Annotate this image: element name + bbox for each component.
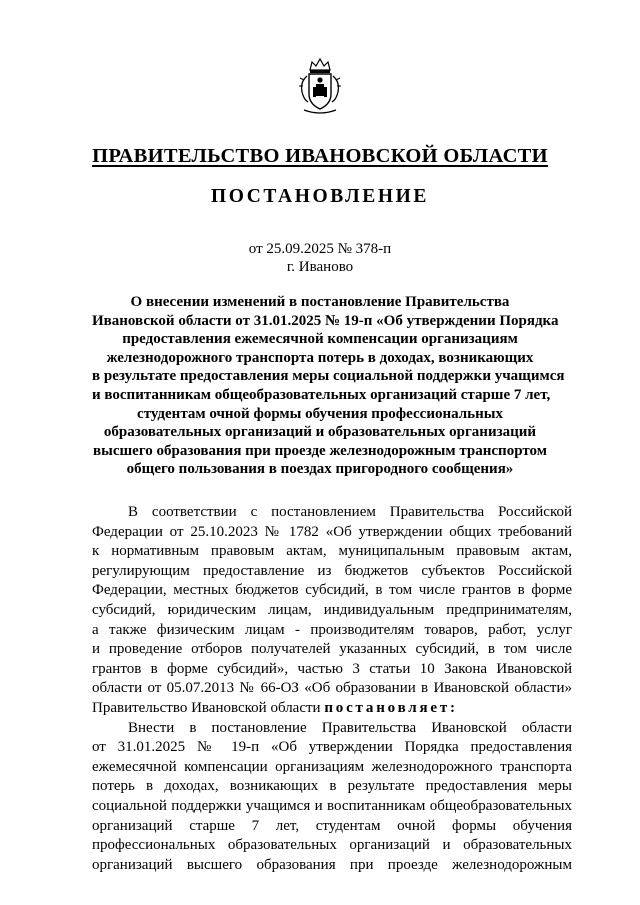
title-line: студентам очной формы обучения профессиональных — [137, 405, 503, 422]
body-line: Федерации, местных бюджетов субсидий, в том числе грантов в форме — [92, 582, 572, 599]
body-line: регулирующим предоставление из бюджетов субъектов Российской — [92, 562, 572, 579]
document-city: г. Иваново — [286, 259, 354, 275]
body-line: и проведение отборов получателей указанных субсидий, в том числе — [92, 641, 572, 658]
title-line: высшего образования при проезде железнодорожным транспортом — [93, 442, 547, 459]
title-line: и воспитанникам общеобразовательных организаций старше 7 лет, — [92, 386, 551, 403]
body-line: В соответствии с постановлением Правительства Российской — [128, 504, 572, 520]
document-type: ПОСТАНОВЛЕНИЕ — [210, 186, 430, 207]
body-line: от 31.01.2025 № 19-п «Об утверждении Порядка предоставления — [92, 739, 572, 756]
title-line: образовательных организаций и образовательных организаций — [103, 424, 537, 441]
title-line: железнодорожного транспорта потерь в доходах, возникающих — [106, 349, 534, 366]
document-title — [92, 293, 565, 479]
body-line-resolution — [92, 699, 572, 719]
body-line: к нормативным правовым актам, муниципальным правовым актам, — [92, 543, 572, 560]
resolves-colon: : — [450, 699, 456, 716]
body-line: Федерации от 25.10.2023 № 1782 «Об утверждении общих требований — [92, 523, 572, 540]
ivanovo-coat-of-arms-icon — [296, 56, 344, 116]
title-line: общего пользования в поездах пригородного сообщения» — [126, 461, 514, 478]
body-line: организаций старше 7 лет, студентам очной формы обучения — [92, 817, 572, 834]
body-line: организаций высшего образования при проезде железнодорожным — [92, 856, 572, 873]
body-line: грантов в форме субсидий», частью 3 статьи 10 Закона Ивановской — [92, 660, 572, 677]
body-line: потерь в доходах, возникающих в результате предоставления меры — [92, 778, 572, 795]
body-line: субсидий, юридическим лицам, индивидуальным предпринимателям, — [92, 601, 572, 618]
body-line: ежемесячной компенсации организациям железнодорожного транспорта — [92, 758, 572, 775]
resolution-prefix: Правительство Ивановской области — [92, 699, 325, 716]
body-line: социальной поддержки учащимся и воспитанникам общеобразовательных — [92, 797, 572, 814]
document-date-number: от 25.09.2025 № 378-п — [248, 241, 392, 257]
body-line: Внести в постановление Правительства Ивановской области — [128, 719, 572, 736]
body-line: области от 05.07.2013 № 66-ОЗ «Об образовании в Ивановской области» — [92, 680, 572, 697]
body-line: а также физическим лицам - производителям товаров, работ, услуг — [92, 621, 572, 638]
document-body — [92, 503, 572, 875]
organization-name: ПРАВИТЕЛЬСТВО ИВАНОВСКОЙ ОБЛАСТИ — [92, 145, 548, 167]
title-line: предоставления ежемесячной компенсации организациям — [122, 331, 518, 348]
title-line: О внесении изменений в постановление Правительства — [130, 294, 510, 310]
title-line: Ивановской области от 31.01.2025 № 19-п «Об утверждении Порядка — [92, 312, 559, 329]
resolves-word: постановляет — [324, 699, 451, 716]
body-line: профессиональных образовательных организаций и образовательных — [92, 837, 572, 854]
title-line: в результате предоставления меры социальной поддержки учащимся — [92, 368, 565, 385]
